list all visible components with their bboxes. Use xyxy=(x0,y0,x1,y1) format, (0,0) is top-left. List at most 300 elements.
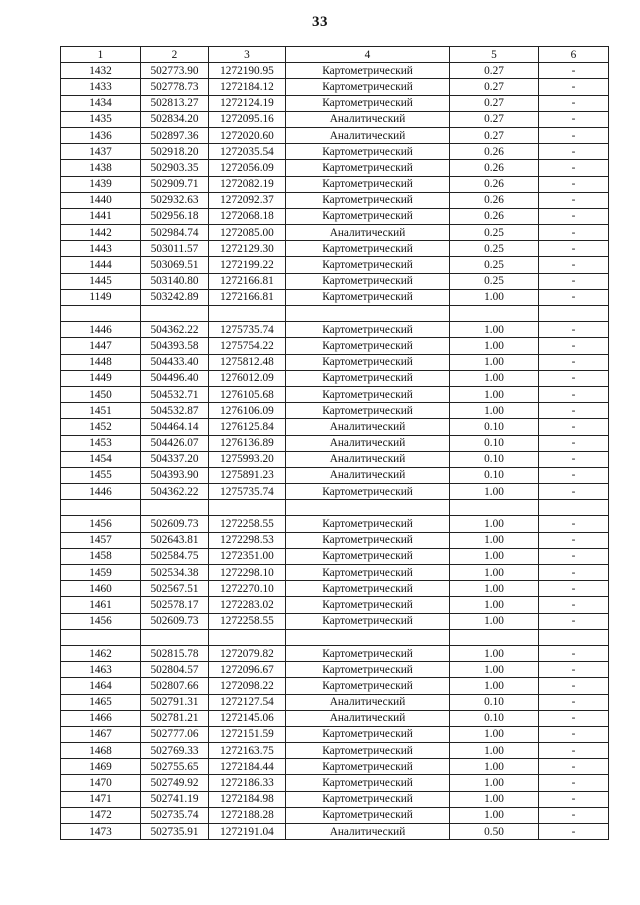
note-cell: - xyxy=(539,451,609,467)
column-header-1: 1 xyxy=(61,47,141,63)
y-coordinate-cell: 1272095.16 xyxy=(209,111,286,127)
table-row xyxy=(61,95,609,111)
note-cell: - xyxy=(539,467,609,483)
y-coordinate-cell: 1272098.22 xyxy=(209,678,286,694)
point-number-cell: 1456 xyxy=(61,613,141,629)
y-coordinate-cell: 1272092.37 xyxy=(209,192,286,208)
x-coordinate-cell: 502735.74 xyxy=(141,807,209,823)
table-row xyxy=(61,710,609,726)
y-coordinate-cell: 1272351.00 xyxy=(209,548,286,564)
note-cell: - xyxy=(539,225,609,241)
table-row xyxy=(61,759,609,775)
note-cell: - xyxy=(539,548,609,564)
y-coordinate-cell: 1272298.53 xyxy=(209,532,286,548)
point-number-cell: 1466 xyxy=(61,710,141,726)
point-number-cell xyxy=(61,629,141,645)
point-number-cell: 1454 xyxy=(61,451,141,467)
point-number-cell: 1458 xyxy=(61,548,141,564)
accuracy-cell: 0.26 xyxy=(450,208,539,224)
note-cell: - xyxy=(539,565,609,581)
y-coordinate-cell: 1272184.98 xyxy=(209,791,286,807)
column-header-6: 6 xyxy=(539,47,609,63)
y-coordinate-cell: 1272145.06 xyxy=(209,710,286,726)
table-header xyxy=(61,47,609,63)
accuracy-cell: 1.00 xyxy=(450,775,539,791)
method-cell: Картометрический xyxy=(286,807,450,823)
note-cell: - xyxy=(539,176,609,192)
table-row xyxy=(61,289,609,305)
method-cell: Картометрический xyxy=(286,484,450,500)
y-coordinate-cell: 1275891.23 xyxy=(209,467,286,483)
method-cell: Картометрический xyxy=(286,386,450,402)
method-cell: Картометрический xyxy=(286,257,450,273)
x-coordinate-cell: 502984.74 xyxy=(141,225,209,241)
y-coordinate-cell: 1272124.19 xyxy=(209,95,286,111)
table-row xyxy=(61,662,609,678)
y-coordinate-cell: 1272199.22 xyxy=(209,257,286,273)
point-number-cell: 1446 xyxy=(61,484,141,500)
note-cell: - xyxy=(539,775,609,791)
table-row xyxy=(61,775,609,791)
table-row xyxy=(61,565,609,581)
table-row xyxy=(61,645,609,661)
y-coordinate-cell: 1272191.04 xyxy=(209,824,286,840)
x-coordinate-cell: 502804.57 xyxy=(141,662,209,678)
point-number-cell: 1459 xyxy=(61,565,141,581)
method-cell: Аналитический xyxy=(286,710,450,726)
x-coordinate-cell: 503140.80 xyxy=(141,273,209,289)
note-cell: - xyxy=(539,241,609,257)
point-number-cell: 1473 xyxy=(61,824,141,840)
accuracy-cell: 0.25 xyxy=(450,273,539,289)
y-coordinate-cell: 1272184.12 xyxy=(209,79,286,95)
accuracy-cell: 1.00 xyxy=(450,645,539,661)
y-coordinate-cell xyxy=(209,306,286,322)
note-cell: - xyxy=(539,111,609,127)
y-coordinate-cell: 1272270.10 xyxy=(209,581,286,597)
note-cell: - xyxy=(539,516,609,532)
y-coordinate-cell: 1272020.60 xyxy=(209,127,286,143)
y-coordinate-cell: 1272298.10 xyxy=(209,565,286,581)
separator-row xyxy=(61,629,609,645)
accuracy-cell: 0.10 xyxy=(450,694,539,710)
note-cell: - xyxy=(539,403,609,419)
method-cell: Аналитический xyxy=(286,467,450,483)
method-cell: Картометрический xyxy=(286,322,450,338)
method-cell: Аналитический xyxy=(286,419,450,435)
accuracy-cell: 0.27 xyxy=(450,127,539,143)
method-cell: Аналитический xyxy=(286,225,450,241)
x-coordinate-cell: 503069.51 xyxy=(141,257,209,273)
y-coordinate-cell: 1276105.68 xyxy=(209,386,286,402)
y-coordinate-cell: 1275812.48 xyxy=(209,354,286,370)
note-cell: - xyxy=(539,807,609,823)
accuracy-cell: 0.50 xyxy=(450,824,539,840)
x-coordinate-cell: 502918.20 xyxy=(141,144,209,160)
x-coordinate-cell: 502769.33 xyxy=(141,743,209,759)
method-cell: Аналитический xyxy=(286,127,450,143)
accuracy-cell: 0.26 xyxy=(450,144,539,160)
point-number-cell: 1470 xyxy=(61,775,141,791)
y-coordinate-cell: 1272129.30 xyxy=(209,241,286,257)
column-header-4: 4 xyxy=(286,47,450,63)
table-row xyxy=(61,678,609,694)
point-number-cell: 1467 xyxy=(61,726,141,742)
x-coordinate-cell: 504393.90 xyxy=(141,467,209,483)
method-cell: Картометрический xyxy=(286,581,450,597)
point-number-cell: 1468 xyxy=(61,743,141,759)
note-cell: - xyxy=(539,160,609,176)
accuracy-cell: 1.00 xyxy=(450,613,539,629)
table-row xyxy=(61,419,609,435)
method-cell: Картометрический xyxy=(286,289,450,305)
x-coordinate-cell: 502749.92 xyxy=(141,775,209,791)
point-number-cell: 1465 xyxy=(61,694,141,710)
y-coordinate-cell: 1272166.81 xyxy=(209,289,286,305)
x-coordinate-cell: 502903.35 xyxy=(141,160,209,176)
method-cell: Картометрический xyxy=(286,516,450,532)
accuracy-cell: 0.10 xyxy=(450,467,539,483)
note-cell: - xyxy=(539,257,609,273)
accuracy-cell: 1.00 xyxy=(450,597,539,613)
x-coordinate-cell: 502813.27 xyxy=(141,95,209,111)
table-row xyxy=(61,192,609,208)
y-coordinate-cell xyxy=(209,629,286,645)
note-cell: - xyxy=(539,354,609,370)
table-row xyxy=(61,613,609,629)
table-row xyxy=(61,694,609,710)
x-coordinate-cell: 503242.89 xyxy=(141,289,209,305)
x-coordinate-cell: 502778.73 xyxy=(141,79,209,95)
accuracy-cell: 1.00 xyxy=(450,386,539,402)
x-coordinate-cell: 502735.91 xyxy=(141,824,209,840)
separator-row xyxy=(61,500,609,516)
x-coordinate-cell: 502741.19 xyxy=(141,791,209,807)
accuracy-cell: 1.00 xyxy=(450,548,539,564)
accuracy-cell: 0.25 xyxy=(450,257,539,273)
accuracy-cell xyxy=(450,500,539,516)
accuracy-cell: 0.10 xyxy=(450,435,539,451)
table-row xyxy=(61,111,609,127)
y-coordinate-cell: 1272184.44 xyxy=(209,759,286,775)
note-cell: - xyxy=(539,144,609,160)
x-coordinate-cell: 502909.71 xyxy=(141,176,209,192)
y-coordinate-cell: 1272082.19 xyxy=(209,176,286,192)
accuracy-cell: 0.26 xyxy=(450,176,539,192)
point-number-cell: 1435 xyxy=(61,111,141,127)
x-coordinate-cell: 502755.65 xyxy=(141,759,209,775)
page-number: 33 xyxy=(312,14,328,30)
y-coordinate-cell: 1272056.09 xyxy=(209,160,286,176)
table-row xyxy=(61,208,609,224)
table-row xyxy=(61,791,609,807)
method-cell: Картометрический xyxy=(286,176,450,192)
y-coordinate-cell: 1272163.75 xyxy=(209,743,286,759)
note-cell: - xyxy=(539,386,609,402)
x-coordinate-cell: 502781.21 xyxy=(141,710,209,726)
accuracy-cell: 0.25 xyxy=(450,241,539,257)
x-coordinate-cell xyxy=(141,306,209,322)
y-coordinate-cell: 1272127.54 xyxy=(209,694,286,710)
table-row xyxy=(61,225,609,241)
table-row xyxy=(61,807,609,823)
note-cell: - xyxy=(539,678,609,694)
note-cell: - xyxy=(539,662,609,678)
method-cell: Картометрический xyxy=(286,144,450,160)
table-row xyxy=(61,548,609,564)
table-body xyxy=(61,63,609,840)
method-cell: Картометрический xyxy=(286,662,450,678)
point-number-cell: 1432 xyxy=(61,63,141,79)
accuracy-cell: 1.00 xyxy=(450,726,539,742)
accuracy-cell: 0.10 xyxy=(450,419,539,435)
y-coordinate-cell: 1275993.20 xyxy=(209,451,286,467)
note-cell: - xyxy=(539,95,609,111)
table-row xyxy=(61,403,609,419)
point-number-cell: 1442 xyxy=(61,225,141,241)
accuracy-cell: 1.00 xyxy=(450,484,539,500)
y-coordinate-cell: 1272085.00 xyxy=(209,225,286,241)
accuracy-cell: 0.27 xyxy=(450,95,539,111)
point-number-cell: 1452 xyxy=(61,419,141,435)
x-coordinate-cell: 502897.36 xyxy=(141,127,209,143)
accuracy-cell xyxy=(450,629,539,645)
note-cell: - xyxy=(539,322,609,338)
method-cell: Картометрический xyxy=(286,775,450,791)
coordinates-table xyxy=(60,46,609,840)
y-coordinate-cell: 1272079.82 xyxy=(209,645,286,661)
x-coordinate-cell: 504337.20 xyxy=(141,451,209,467)
method-cell: Картометрический xyxy=(286,370,450,386)
accuracy-cell: 1.00 xyxy=(450,791,539,807)
note-cell: - xyxy=(539,370,609,386)
note-cell: - xyxy=(539,581,609,597)
method-cell: Аналитический xyxy=(286,451,450,467)
separator-row xyxy=(61,306,609,322)
table-row xyxy=(61,176,609,192)
point-number-cell: 1448 xyxy=(61,354,141,370)
method-cell: Картометрический xyxy=(286,743,450,759)
method-cell xyxy=(286,629,450,645)
note-cell: - xyxy=(539,710,609,726)
accuracy-cell: 1.00 xyxy=(450,662,539,678)
accuracy-cell: 0.25 xyxy=(450,225,539,241)
point-number-cell xyxy=(61,500,141,516)
note-cell: - xyxy=(539,79,609,95)
method-cell: Картометрический xyxy=(286,678,450,694)
x-coordinate-cell: 502609.73 xyxy=(141,613,209,629)
method-cell: Картометрический xyxy=(286,565,450,581)
x-coordinate-cell: 504426.07 xyxy=(141,435,209,451)
point-number-cell: 1471 xyxy=(61,791,141,807)
point-number-cell: 1453 xyxy=(61,435,141,451)
table-row xyxy=(61,257,609,273)
note-cell: - xyxy=(539,791,609,807)
method-cell: Картометрический xyxy=(286,597,450,613)
note-cell: - xyxy=(539,743,609,759)
point-number-cell: 1460 xyxy=(61,581,141,597)
accuracy-cell: 0.10 xyxy=(450,451,539,467)
point-number-cell: 1440 xyxy=(61,192,141,208)
accuracy-cell: 1.00 xyxy=(450,516,539,532)
method-cell: Картометрический xyxy=(286,726,450,742)
method-cell: Картометрический xyxy=(286,95,450,111)
table-row xyxy=(61,597,609,613)
y-coordinate-cell: 1276136.89 xyxy=(209,435,286,451)
accuracy-cell: 0.27 xyxy=(450,79,539,95)
table-row xyxy=(61,370,609,386)
y-coordinate-cell: 1272258.55 xyxy=(209,613,286,629)
x-coordinate-cell: 502791.31 xyxy=(141,694,209,710)
method-cell: Аналитический xyxy=(286,694,450,710)
point-number-cell: 1469 xyxy=(61,759,141,775)
point-number-cell xyxy=(61,306,141,322)
point-number-cell: 1464 xyxy=(61,678,141,694)
note-cell: - xyxy=(539,419,609,435)
point-number-cell: 1455 xyxy=(61,467,141,483)
y-coordinate-cell: 1276012.09 xyxy=(209,370,286,386)
point-number-cell: 1443 xyxy=(61,241,141,257)
x-coordinate-cell: 502609.73 xyxy=(141,516,209,532)
note-cell: - xyxy=(539,726,609,742)
table-row xyxy=(61,824,609,840)
header-row xyxy=(61,47,609,63)
accuracy-cell: 1.00 xyxy=(450,338,539,354)
accuracy-cell: 1.00 xyxy=(450,743,539,759)
accuracy-cell: 1.00 xyxy=(450,807,539,823)
point-number-cell: 1461 xyxy=(61,597,141,613)
point-number-cell: 1439 xyxy=(61,176,141,192)
method-cell: Картометрический xyxy=(286,403,450,419)
x-coordinate-cell: 502834.20 xyxy=(141,111,209,127)
method-cell: Аналитический xyxy=(286,111,450,127)
point-number-cell: 1447 xyxy=(61,338,141,354)
note-cell xyxy=(539,629,609,645)
method-cell: Картометрический xyxy=(286,192,450,208)
accuracy-cell: 1.00 xyxy=(450,289,539,305)
point-number-cell: 1436 xyxy=(61,127,141,143)
table-row xyxy=(61,581,609,597)
accuracy-cell: 1.00 xyxy=(450,354,539,370)
method-cell: Картометрический xyxy=(286,241,450,257)
x-coordinate-cell: 502777.06 xyxy=(141,726,209,742)
accuracy-cell: 0.10 xyxy=(450,710,539,726)
x-coordinate-cell: 503011.57 xyxy=(141,241,209,257)
point-number-cell: 1444 xyxy=(61,257,141,273)
y-coordinate-cell: 1275735.74 xyxy=(209,484,286,500)
note-cell: - xyxy=(539,63,609,79)
point-number-cell: 1438 xyxy=(61,160,141,176)
x-coordinate-cell xyxy=(141,500,209,516)
note-cell: - xyxy=(539,484,609,500)
x-coordinate-cell: 504464.14 xyxy=(141,419,209,435)
note-cell: - xyxy=(539,613,609,629)
method-cell: Аналитический xyxy=(286,824,450,840)
note-cell: - xyxy=(539,127,609,143)
y-coordinate-cell: 1272096.67 xyxy=(209,662,286,678)
x-coordinate-cell: 504362.22 xyxy=(141,322,209,338)
x-coordinate-cell: 502815.78 xyxy=(141,645,209,661)
table-row xyxy=(61,79,609,95)
table-row xyxy=(61,63,609,79)
x-coordinate-cell: 504532.71 xyxy=(141,386,209,402)
point-number-cell: 1450 xyxy=(61,386,141,402)
accuracy-cell: 1.00 xyxy=(450,581,539,597)
method-cell: Картометрический xyxy=(286,273,450,289)
table-row xyxy=(61,338,609,354)
table-row xyxy=(61,322,609,338)
x-coordinate-cell: 502584.75 xyxy=(141,548,209,564)
note-cell: - xyxy=(539,273,609,289)
x-coordinate-cell: 504362.22 xyxy=(141,484,209,500)
y-coordinate-cell: 1272283.02 xyxy=(209,597,286,613)
note-cell: - xyxy=(539,759,609,775)
accuracy-cell: 1.00 xyxy=(450,678,539,694)
column-header-2: 2 xyxy=(141,47,209,63)
table-row xyxy=(61,435,609,451)
note-cell: - xyxy=(539,208,609,224)
y-coordinate-cell: 1275754.22 xyxy=(209,338,286,354)
method-cell: Картометрический xyxy=(286,645,450,661)
y-coordinate-cell: 1276125.84 xyxy=(209,419,286,435)
y-coordinate-cell: 1272151.59 xyxy=(209,726,286,742)
accuracy-cell: 1.00 xyxy=(450,370,539,386)
y-coordinate-cell: 1272258.55 xyxy=(209,516,286,532)
table-row xyxy=(61,532,609,548)
table-row xyxy=(61,241,609,257)
point-number-cell: 1463 xyxy=(61,662,141,678)
accuracy-cell: 1.00 xyxy=(450,532,539,548)
accuracy-cell: 0.26 xyxy=(450,160,539,176)
x-coordinate-cell: 502567.51 xyxy=(141,581,209,597)
note-cell: - xyxy=(539,645,609,661)
method-cell xyxy=(286,500,450,516)
x-coordinate-cell: 502956.18 xyxy=(141,208,209,224)
method-cell: Картометрический xyxy=(286,79,450,95)
accuracy-cell: 0.26 xyxy=(450,192,539,208)
table-row xyxy=(61,484,609,500)
accuracy-cell: 0.27 xyxy=(450,63,539,79)
column-header-5: 5 xyxy=(450,47,539,63)
accuracy-cell: 0.27 xyxy=(450,111,539,127)
x-coordinate-cell: 502807.66 xyxy=(141,678,209,694)
y-coordinate-cell: 1276106.09 xyxy=(209,403,286,419)
note-cell: - xyxy=(539,532,609,548)
point-number-cell: 1433 xyxy=(61,79,141,95)
point-number-cell: 1457 xyxy=(61,532,141,548)
y-coordinate-cell: 1275735.74 xyxy=(209,322,286,338)
note-cell: - xyxy=(539,694,609,710)
accuracy-cell: 1.00 xyxy=(450,403,539,419)
x-coordinate-cell: 502773.90 xyxy=(141,63,209,79)
x-coordinate-cell: 504393.58 xyxy=(141,338,209,354)
method-cell: Картометрический xyxy=(286,759,450,775)
note-cell: - xyxy=(539,338,609,354)
x-coordinate-cell: 502578.17 xyxy=(141,597,209,613)
point-number-cell: 1437 xyxy=(61,144,141,160)
point-number-cell: 1456 xyxy=(61,516,141,532)
method-cell: Картометрический xyxy=(286,532,450,548)
note-cell: - xyxy=(539,289,609,305)
x-coordinate-cell: 502932.63 xyxy=(141,192,209,208)
y-coordinate-cell: 1272190.95 xyxy=(209,63,286,79)
method-cell: Картометрический xyxy=(286,354,450,370)
method-cell xyxy=(286,306,450,322)
table-row xyxy=(61,144,609,160)
x-coordinate-cell: 504496.40 xyxy=(141,370,209,386)
accuracy-cell: 1.00 xyxy=(450,322,539,338)
table-row xyxy=(61,516,609,532)
